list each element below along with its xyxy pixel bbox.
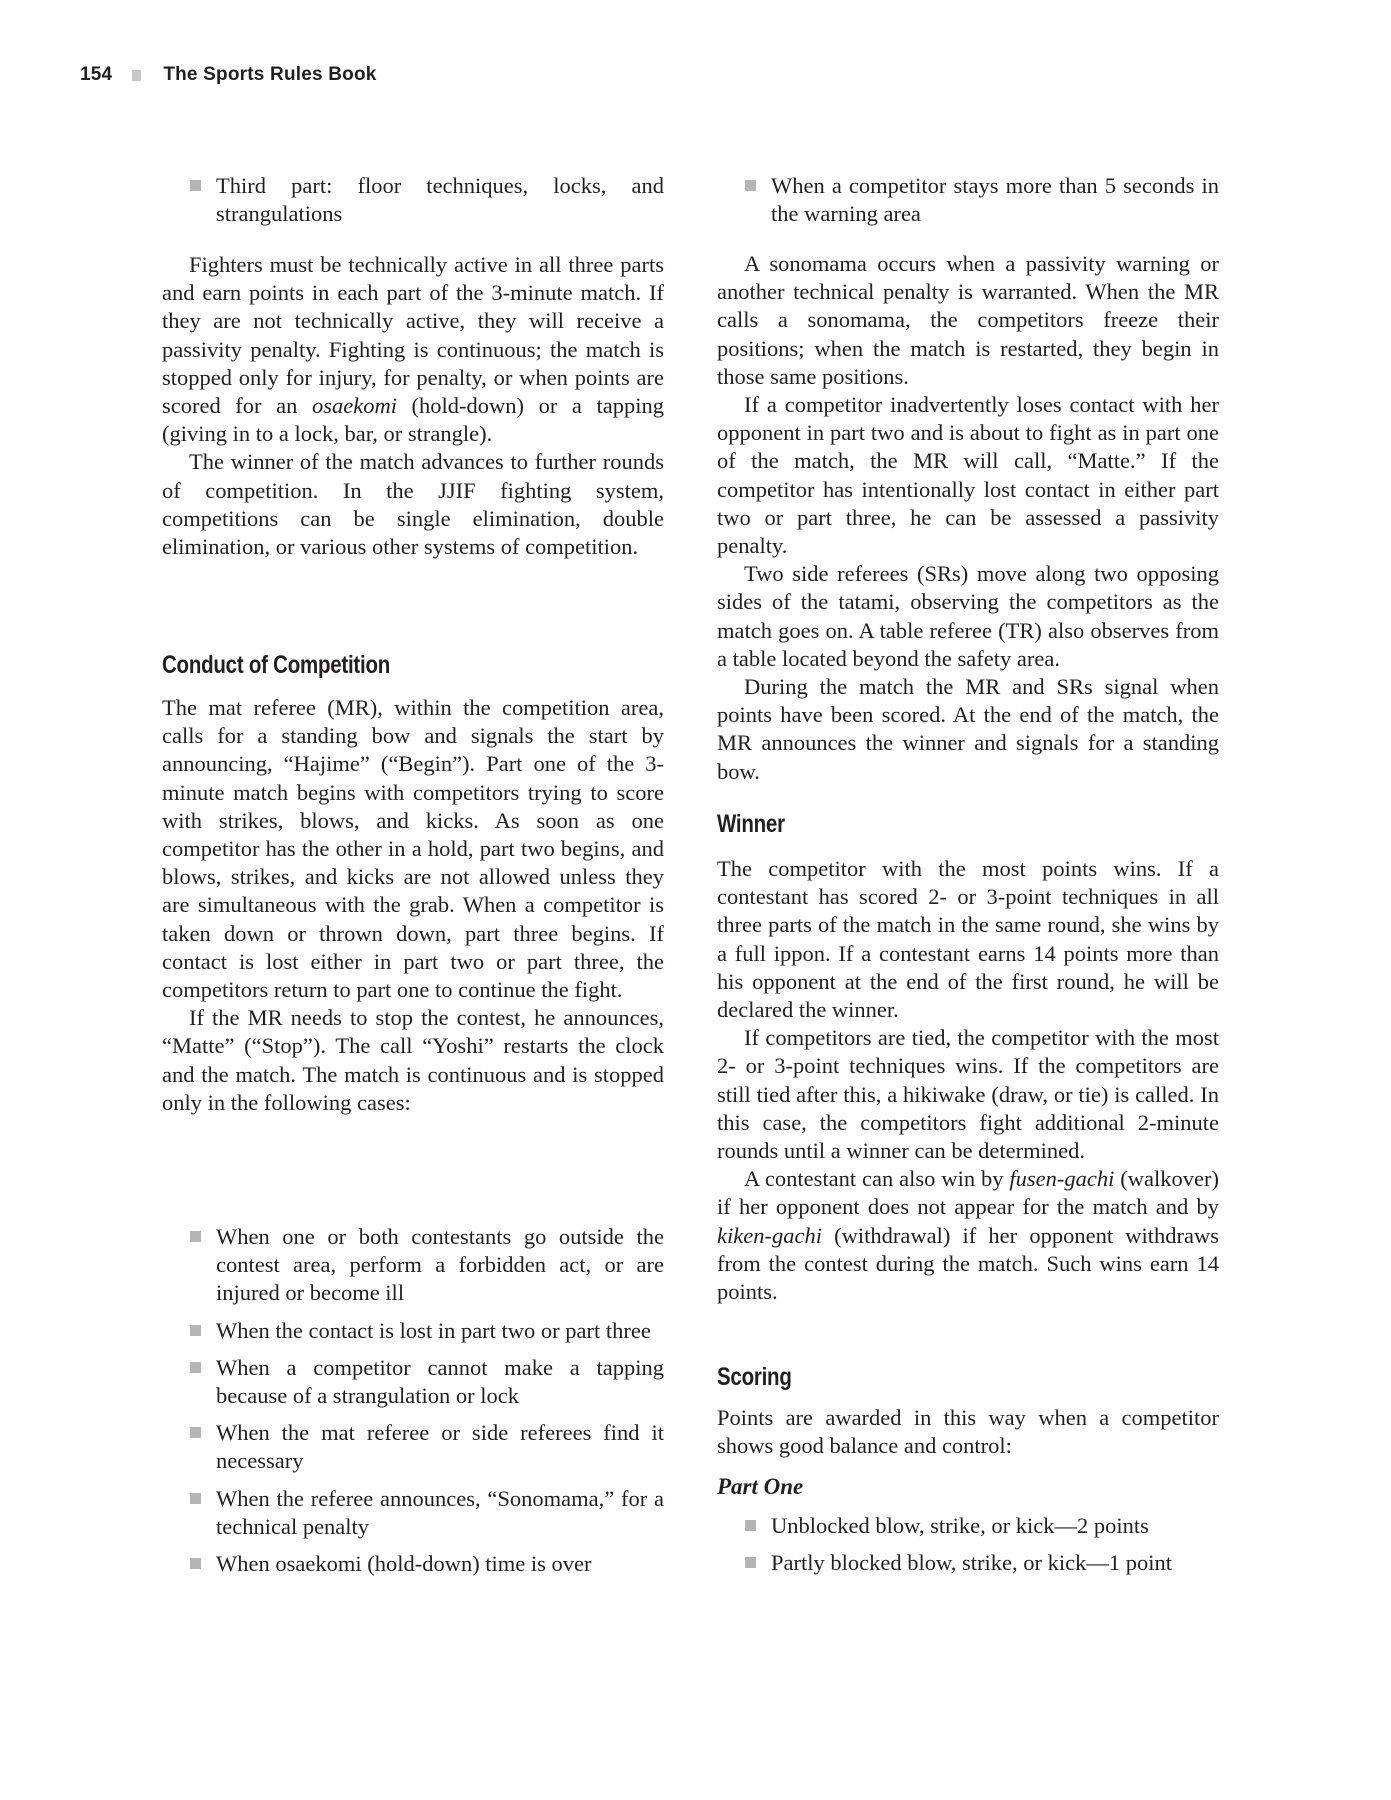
paragraph: During the match the MR and SRs signal when points have been scored. At the end of the match, the MR announces the winner and signals for a standing bow. (717, 674, 1219, 784)
list-item-text: When the referee announces, “Sonomama,” for a technical penalty (216, 1485, 664, 1539)
paragraph: The mat referee (MR), within the competition area, calls for a standing bow and signals the start by announcing, “Hajime” (“Begin”). Part one of the 3-minute match begins with competitors trying to score with strikes, blows, and kicks. As soon as one competitor has the other in a hold, part two begins, and blows, strikes, and kicks are not allowed unless they are simultaneous with the grab. When a competitor is taken down or thrown down, part three begins. If contact is lost either in part two or part three, the competitors return to part one to continue the fight. (162, 695, 664, 1003)
page-number: 154 (80, 64, 113, 85)
square-bullet-icon (190, 1427, 201, 1438)
text: (withdrawal) if her opponent withdraws from the contest during the match. Such wins earn 14 points. (717, 1222, 1219, 1305)
subheading: Part One (717, 1474, 804, 1499)
list-item-text: When the mat referee or side referees find it necessary (216, 1420, 664, 1474)
winner-section (717, 855, 1219, 1306)
paragraph: The competitor with the most points wins. If a contestant has scored 2- or 3-point techniques in all three parts of the match in the same round, she wins by a full ippon. If a contestant earns 14 points more than his opponent at the end of the first round, he will be declared the winner. (717, 856, 1219, 1023)
list-item (162, 1550, 664, 1578)
list-item (717, 172, 1219, 228)
square-bullet-icon (745, 1557, 756, 1568)
top-bullet-list (162, 172, 664, 237)
text: A contestant can also win by (744, 1166, 1010, 1192)
part-one-list (717, 1512, 1219, 1586)
square-bullet-icon (190, 180, 201, 191)
emphasis: osaekomi (311, 393, 397, 419)
paragraph: If a competitor inadvertently loses contact with her opponent in part two and is about to fight as in part one of the match, the MR will call, “Matte.” If the competitor has intentionally lost contact in either part two or part three, he can be assessed a passivity penalty. (717, 392, 1219, 559)
text: (hold-down) or a tapping (giving in to a lock, bar, or strangle). (162, 393, 664, 447)
stop-cases-list (162, 1223, 664, 1587)
list-item-text: Unblocked blow, strike, or kick—2 points (771, 1513, 1149, 1538)
list-item (162, 172, 664, 228)
square-bullet-icon (745, 180, 756, 191)
scoring-section (717, 1404, 1219, 1460)
paragraph: If competitors are tied, the competitor with the most 2- or 3-point techniques wins. If the competitors are still tied after this, a hikiwake (draw, or tie) is called. In this case, the competitors fight additional 2-minute rounds until a winner can be determined. (717, 1025, 1219, 1164)
square-bullet-icon (190, 1325, 201, 1336)
paragraph: Two side referees (SRs) move along two opposing sides of the tatami, observing the competitors as the match goes on. A table referee (TR) also observes from a table located beyond the safety area. (717, 561, 1219, 671)
square-bullet-icon (190, 1362, 201, 1373)
section-heading: Winner (717, 810, 785, 838)
paragraph: If the MR needs to stop the contest, he announces, “Matte” (“Stop”). The call “Yoshi” restarts the clock and the match. The match is continuous and is stopped only in the following cases: (162, 1005, 664, 1115)
sonomama-section (717, 250, 1219, 786)
book-title: The Sports Rules Book (163, 64, 377, 85)
section-heading: Scoring (717, 1363, 792, 1391)
list-item (162, 1354, 664, 1410)
top-bullet-list (717, 172, 1219, 237)
list-item (717, 1549, 1219, 1577)
list-item-text: Partly blocked blow, strike, or kick—1 point (771, 1550, 1172, 1576)
list-item-text: When a competitor stays more than 5 seconds in the warning area (771, 173, 1219, 227)
list-item (162, 1485, 664, 1541)
list-item-text: When osaekomi (hold-down) time is over (216, 1551, 592, 1577)
text: Fighters must be technically active in all three parts and earn points in each part of the 3-minute match. If they are not technically active, they will receive a passivity penalty. Fighting is continuous; the match is stopped only for injury, for penalty, or when points are scored for an (162, 252, 664, 419)
paragraph: A sonomama occurs when a passivity warning or another technical penalty is warranted. When the MR calls a sonomama, the competitors freeze their positions; when the match is restarted, they begin in those same positions. (717, 251, 1219, 389)
paragraph (162, 251, 664, 448)
section-heading: Conduct of Competition (162, 651, 391, 679)
list-item-text: When a competitor cannot make a tapping because of a strangulation or lock (216, 1354, 664, 1409)
intro-section (162, 251, 664, 561)
square-bullet-icon (745, 1520, 756, 1531)
separator-square-icon (132, 70, 141, 81)
square-bullet-icon (190, 1493, 201, 1504)
conduct-section (162, 694, 664, 1117)
list-item (717, 1512, 1219, 1540)
running-head (80, 64, 377, 86)
list-item-text: When the contact is lost in part two or part three (216, 1317, 651, 1343)
paragraph: Points are awarded in this way when a competitor shows good balance and control: (717, 1405, 1219, 1459)
list-item (162, 1419, 664, 1475)
paragraph: The winner of the match advances to further rounds of competition. In the JJIF fighting system, competitions can be single elimination, double elimination, or various other systems of competition. (162, 449, 664, 560)
list-item-text: When one or both contestants go outside the contest area, perform a forbidden act, or are injured or become ill (216, 1224, 664, 1306)
paragraph (717, 1165, 1219, 1306)
text: (walkover) if her opponent does not appear for the match and by (717, 1166, 1220, 1220)
square-bullet-icon (190, 1231, 201, 1242)
list-item (162, 1317, 664, 1345)
emphasis: kiken-gachi (717, 1222, 822, 1248)
list-item (162, 1223, 664, 1308)
list-item-text: Third part: floor techniques, locks, and strangulations (216, 173, 664, 227)
emphasis: fusen-gachi (1009, 1166, 1115, 1192)
square-bullet-icon (190, 1558, 201, 1569)
